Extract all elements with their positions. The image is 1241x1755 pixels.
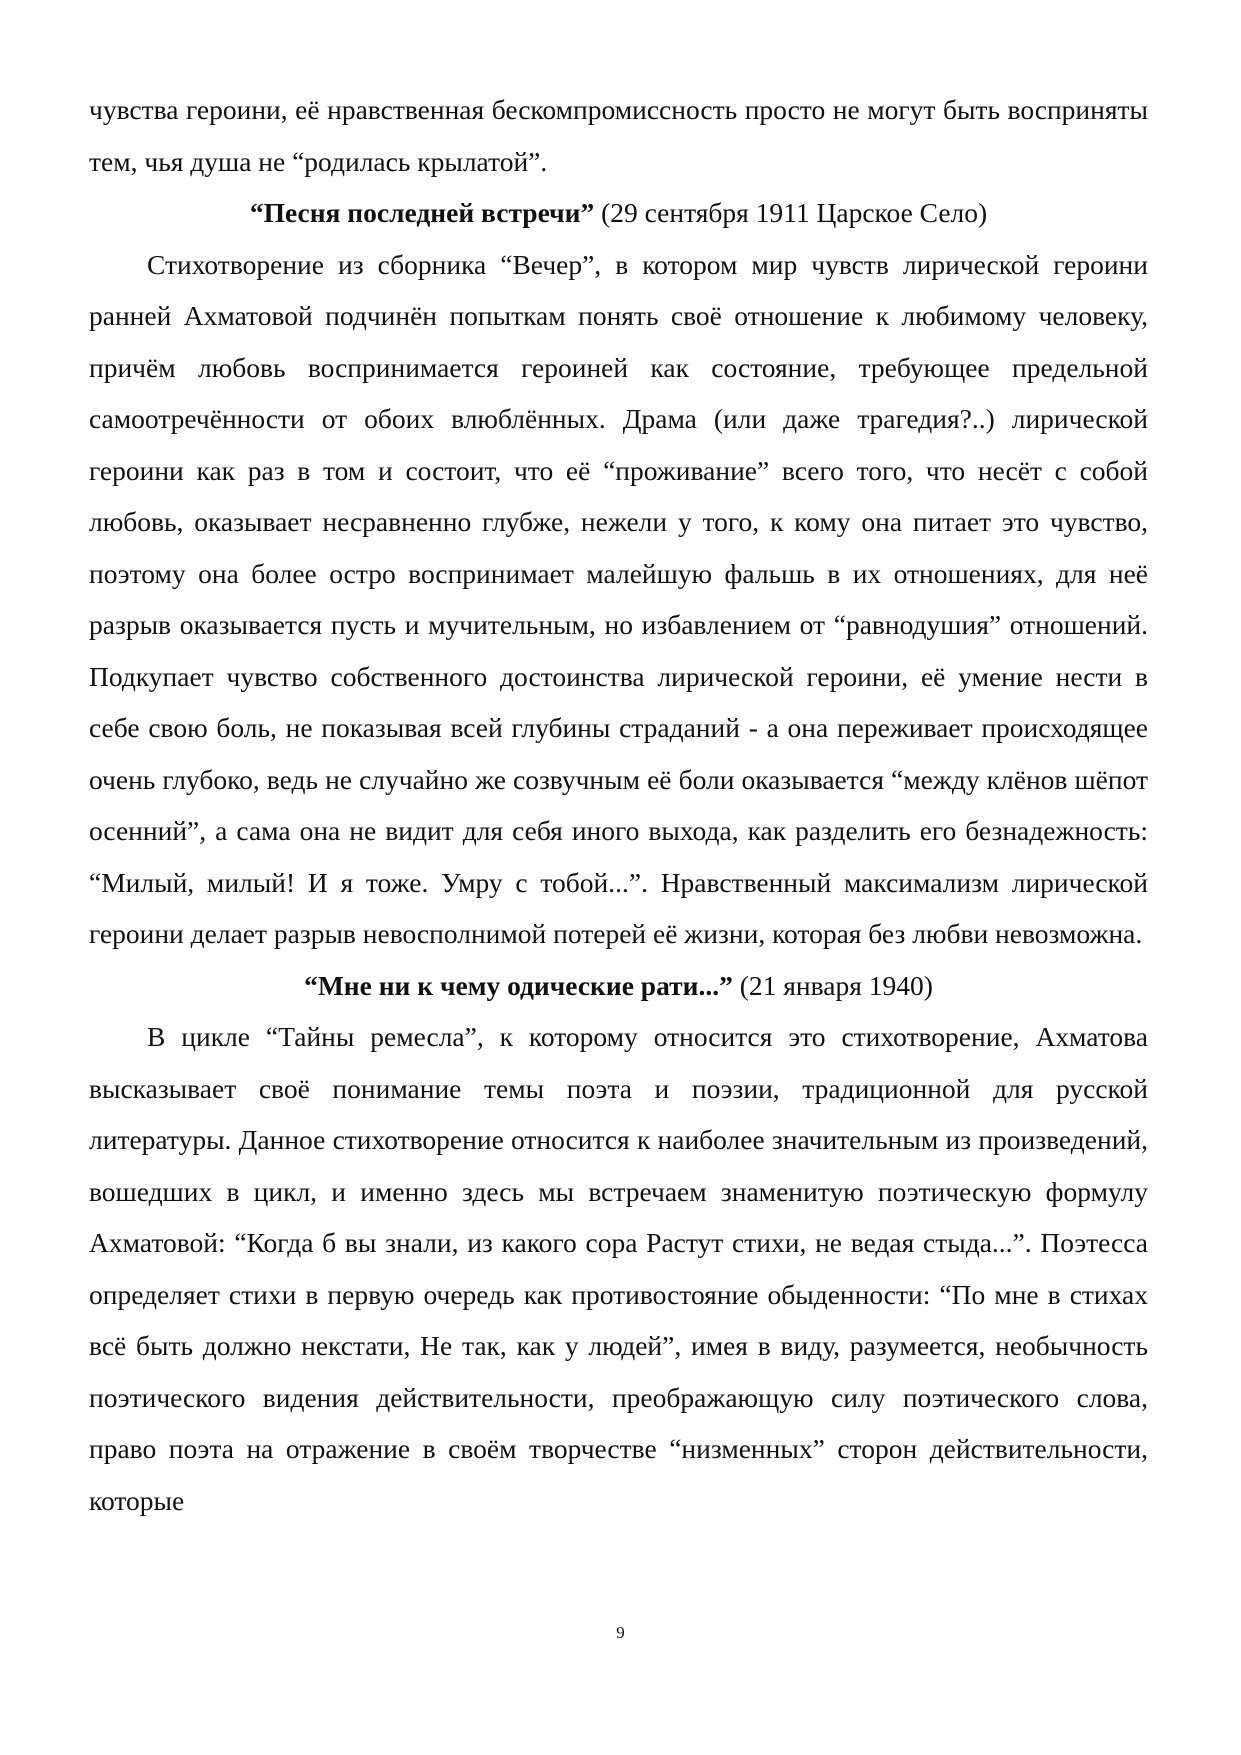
paragraph-continuation: чувства героини, её нравственная бескомпромиссность просто не могут быть восприняты тем, чья душа не “родилась крылатой”. bbox=[89, 94, 1148, 177]
section-paragraph: Стихотворение из сборника “Вечер”, в котором мир чувств лирической героини ранней Ахматовой подчинён попыткам понять своё отношение к любимому человеку, причём любовь воспринимается героиней как состояние, требующее предельной самоотречённости от обоих влюблённых. Драма (или даже трагедия?..) лирической героини как раз в том и состоит, что её “проживание” всего того, что несёт с собой любовь, оказывает несравненно глубже, нежели у того, к кому она питает это чувство, поэтому она более остро воспринимает малейшую фальшь в их отношениях, для неё разрыв оказывается пусть и мучительным, но избавлением от “равнодушия” отношений. Подкупает чувство собственного достоинства лирической героини, её умение нести в себе свою боль, не показывая всей глубины страданий - а она переживает происходящее очень глубоко, ведь не случайно же созвучным её боли оказывается “между клёнов шёпот осенний”, а сама она не видит для себя иного выхода, как разделить его безнадежность: “Милый, милый! И я тоже. Умру с тобой...”. Нравственный максимализм лирической героини делает разрыв невосполнимой потерей её жизни, которая без любви невозможна. bbox=[89, 248, 1148, 949]
page-body bbox=[89, 84, 1148, 1526]
section-date: (29 сентября 1911 Царское Село) bbox=[594, 197, 988, 228]
section-paragraph: В цикле “Тайны ремесла”, к которому относится это стихотворение, Ахматова высказывает своё понимание темы поэта и поэзии, традиционной для русской литературы. Данное стихотворение относится к наиболее значительным из произведений, вошедших в цикл, и именно здесь мы встречаем знаменитую поэтическую формулу Ахматовой: “Когда б вы знали, из какого сора Растут стихи, не ведая стыда...”. Поэтесса определяет стихи в первую очередь как противостояние обыденности: “По мне в стихах всё быть должно некстати, Не так, как у людей”, имея в виду, разумеется, необычность поэтического видения действительности, преображающую силу поэтического слова, право поэта на отражение в своём творчестве “низменных” сторон действительности, которые bbox=[89, 1021, 1148, 1516]
section-title: “Мне ни к чему одические рати...” bbox=[304, 969, 733, 1001]
section-title: “Песня последней встречи” bbox=[249, 197, 595, 228]
page-number: 9 bbox=[616, 1623, 625, 1642]
section-date: (21 января 1940) bbox=[732, 969, 933, 1001]
section-heading-song-of-last-meeting bbox=[89, 187, 1148, 239]
section-heading-odic-armies bbox=[89, 960, 1148, 1012]
